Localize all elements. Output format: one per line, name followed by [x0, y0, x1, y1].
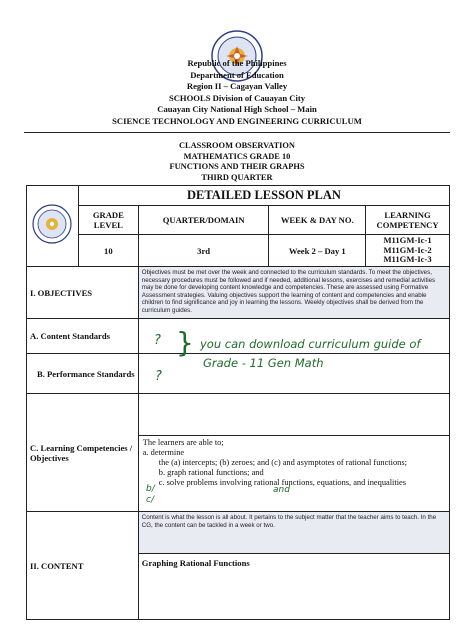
competency-item-b: b. graph rational functions; and: [158, 468, 264, 477]
header-school: Cauayan City National High School – Main: [157, 104, 317, 114]
competencies-list: [138, 436, 449, 512]
competency-code: M11GM-Ic-3: [383, 254, 432, 265]
competency-codes: [366, 235, 450, 267]
objectives-label: I. OBJECTIVES: [27, 267, 139, 319]
competency-code: M11GM-Ic-2: [383, 244, 432, 255]
col-quarter-domain: QUARTER/DOMAIN: [138, 206, 269, 235]
deped-seal-small-logo: [32, 204, 72, 244]
handwritten-note-line2: Grade - 11 Gen Math: [203, 356, 324, 370]
col-week-day: WEEK & DAY NO.: [269, 206, 366, 235]
handwritten-question-mark: ?: [155, 369, 162, 384]
quarter-value: 3rd: [138, 235, 269, 267]
plan-title: DETAILED LESSON PLAN: [78, 186, 449, 206]
logo-cell: [27, 186, 79, 267]
content-note: Content is what the lesson is all about. It pertains to the subject matter that the teacher aims to teach. In the CG, the content can be tackled in a week or two.: [138, 512, 449, 554]
competency-item-c: c. solve problems involving rational functions, equations, and inequalities: [158, 478, 407, 487]
observation-subject: MATHEMATICS GRADE 10: [183, 151, 291, 161]
observation-title: CLASSROOM OBSERVATION: [179, 141, 295, 150]
grade-value: 10: [78, 235, 138, 267]
content-label: II. CONTENT: [27, 512, 139, 620]
objectives-note: Objectives must be met over the week and connected to the curriculum standards. To meet the objectives, necessary procedures must be followed and if needed, additional lessons, exercises and remedial activities may be done for developing content knowledge and competencies. These are assessed using Formative Assessment strategies. Valuing objectives support the learning of content and competencies and enable children to find significance and joy in learning the lessons. Weekly objectives shall be derived from the curriculum guides.: [138, 267, 449, 319]
observation-topic: FUNCTIONS AND THEIR GRAPHS: [169, 162, 305, 171]
handwritten-note-line1: you can download curriculum guide of: [200, 337, 421, 351]
header-divider: [24, 132, 450, 133]
col-learning-competency: LEARNING COMPETENCY: [366, 206, 450, 235]
col-grade-level: GRADE LEVEL: [78, 206, 138, 235]
content-topic: Graphing Rational Functions: [138, 554, 449, 620]
header-curriculum: SCIENCE TECHNOLOGY AND ENGINEERING CURRICULUM: [112, 115, 362, 126]
performance-standards-label: B. Performance Standards: [27, 354, 139, 394]
learning-competencies-label: C. Learning Competencies / Objectives: [27, 394, 139, 512]
handwritten-mark-b: b/: [146, 484, 155, 494]
header-region: Region II – Cagayan Valley: [186, 81, 288, 91]
header-department: Department of Education: [190, 69, 284, 80]
competency-item-a: a. determine: [142, 448, 185, 457]
header-division: SCHOOLS Division of Cauayan City: [168, 92, 306, 103]
handwritten-question-mark: ?: [154, 333, 161, 348]
header-republic: Republic of the Philippines: [187, 58, 287, 68]
competency-code: M11GM-Ic-1: [383, 235, 432, 246]
handwritten-mark-c: c/: [146, 495, 154, 505]
competencies-blank-cell: [138, 394, 449, 436]
competencies-intro: The learners are able to;: [142, 438, 224, 447]
handwritten-brace: }: [176, 326, 194, 359]
week-day-value: Week 2 – Day 1: [269, 235, 366, 267]
handwritten-and: and: [273, 485, 290, 495]
lesson-plan-table: [26, 185, 450, 620]
observation-quarter: THIRD QUARTER: [201, 172, 273, 182]
content-standards-label: A. Content Standards: [27, 319, 139, 354]
competency-item-intercepts: the (a) intercepts; (b) zeroes; and (c) and asymptotes of rational functions;: [158, 458, 407, 467]
